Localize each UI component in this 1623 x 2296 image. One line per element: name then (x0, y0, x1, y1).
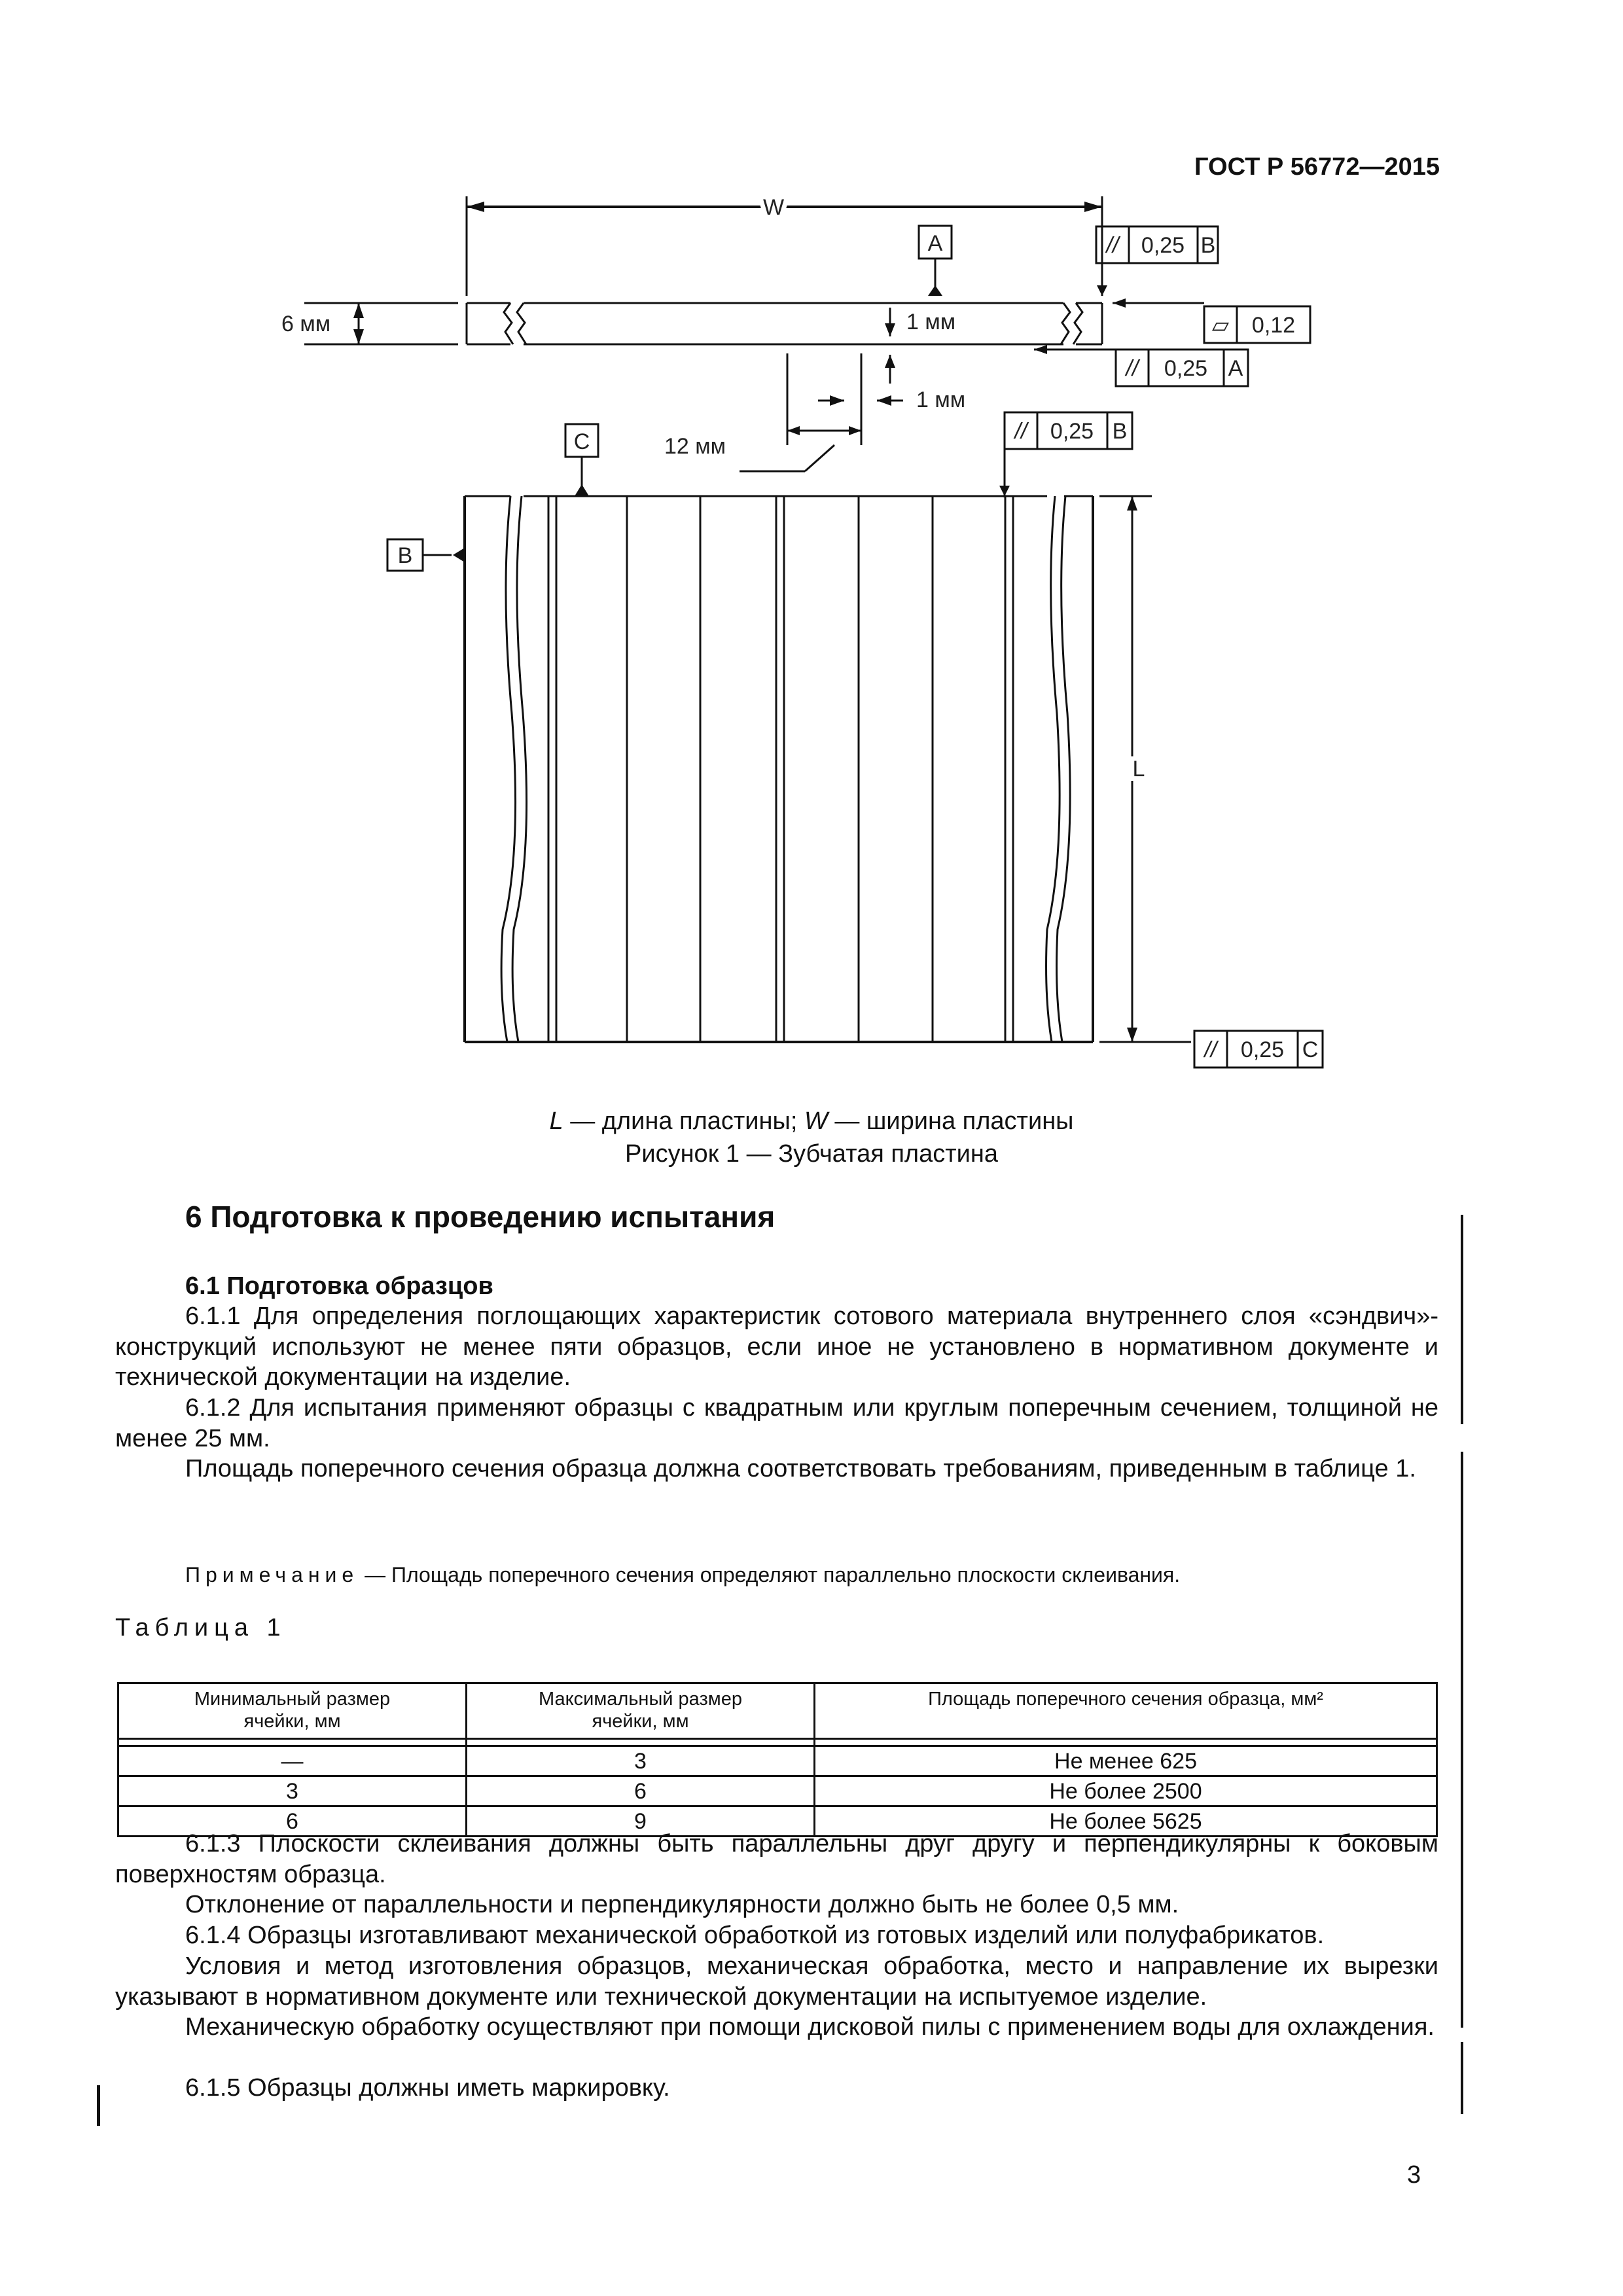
tolerance-parallel-symbol: // (1126, 356, 1139, 381)
page-number: 3 (1407, 2161, 1421, 2189)
table-cell: 6 (118, 1806, 467, 1837)
table-cell: 6 (467, 1776, 815, 1806)
paragraph-6-1-4-conditions: Условия и метод изготовления образцов, механическая обработка, место и направление их вырезки указывают в нормативном документе или технической документации на испытуемое изделие. (115, 1952, 1438, 2011)
tolerance-parallel-symbol: // (1014, 419, 1027, 444)
specimen-size-table (117, 1682, 1438, 1837)
note (185, 1563, 1180, 1587)
table-cell: Не более 2500 (815, 1776, 1437, 1806)
w-label: W (762, 195, 785, 220)
paragraph-6-1-3-deviation: Отклонение от параллельности и перпендикулярности должно быть не более 0,5 мм. (185, 1891, 1179, 1918)
table-header-row (118, 1683, 1437, 1739)
flatness-symbol: ▱ (1211, 313, 1230, 338)
document-standard-header: ГОСТ Р 56772—2015 (1194, 153, 1440, 181)
table-header-max-cell: Максимальный размер ячейки, мм (467, 1683, 815, 1739)
legend-w: W (804, 1107, 828, 1135)
tolerance-value: 0,25 (1141, 233, 1185, 258)
paragraph-6-1-4-machining: Механическую обработку осуществляют при помощи дисковой пилы с применением воды для охлаждения. (185, 2013, 1435, 2041)
tolerance-datum: A (1228, 356, 1243, 381)
tolerance-value: 0,25 (1240, 1037, 1285, 1062)
note-text: — Площадь поперечного сечения определяют параллельно плоскости склеивания. (359, 1563, 1181, 1587)
tolerance-datum: B (1200, 233, 1216, 258)
table-header-area: Площадь поперечного сечения образца, мм² (815, 1683, 1437, 1739)
change-bar (97, 2085, 100, 2126)
thickness-label: 6 мм (281, 312, 331, 336)
figure-caption: Рисунок 1 — Зубчатая пластина (625, 1140, 998, 1168)
paragraph-6-1-1: 6.1.1 Для определения поглощающих характеристик сотового материала внутреннего слоя «сэндвич»-конструкций используют не менее пяти образцов, если иное не установлено в нормативном документе и технической документации на изделие. (115, 1302, 1438, 1391)
tooth-width-label: 1 мм (916, 387, 966, 412)
table-cell: 3 (467, 1746, 815, 1776)
toothed-plate-figure (0, 0, 1623, 1086)
tolerance-parallel-symbol: // (1106, 233, 1119, 258)
table-cell: Не более 5625 (815, 1806, 1437, 1837)
table-row (118, 1776, 1437, 1806)
paragraph-6-1-2-area: Площадь поперечного сечения образца должна соответствовать требованиям, приведенным в таблице 1. (185, 1455, 1416, 1482)
note-label: Примечание (185, 1563, 359, 1587)
datum-a-label: A (927, 231, 943, 256)
datum-c-label: C (573, 429, 590, 454)
flatness-value: 0,12 (1251, 313, 1296, 338)
legend-w-text: — ширина пластины (827, 1107, 1074, 1135)
change-bar (1461, 2042, 1463, 2114)
tolerance-datum: B (1112, 419, 1128, 444)
tolerance-datum: C (1302, 1037, 1319, 1062)
tooth-depth-label: 1 мм (906, 310, 956, 334)
tolerance-value: 0,25 (1050, 419, 1094, 444)
table-row (118, 1746, 1437, 1776)
table-cell: — (118, 1746, 467, 1776)
paragraph-6-1-3: 6.1.3 Плоскости склеивания должны быть параллельны друг другу и перпендикулярны к боковым поверхностям образца. (115, 1830, 1438, 1888)
l-label: L (1132, 757, 1145, 781)
tolerance-value: 0,25 (1164, 356, 1208, 381)
table-cell: 3 (118, 1776, 467, 1806)
figure-legend (0, 1107, 1623, 1136)
paragraph-6-1-5: 6.1.5 Образцы должны иметь маркировку. (185, 2074, 670, 2102)
change-bar (1461, 1215, 1463, 1424)
legend-l-text: — длина пластины; (563, 1107, 804, 1135)
legend-l: L (549, 1107, 563, 1135)
tolerance-parallel-symbol: // (1204, 1037, 1217, 1062)
section-title: 6 Подготовка к проведению испытания (185, 1200, 776, 1234)
pitch-label: 12 мм (664, 434, 726, 459)
table-cell: 9 (467, 1806, 815, 1837)
subsection-title: 6.1 Подготовка образцов (185, 1272, 493, 1300)
paragraph-6-1-2: 6.1.2 Для испытания применяют образцы с квадратным или круглым поперечным сечением, толщиной не менее 25 мм. (115, 1394, 1438, 1452)
table-cell: Не менее 625 (815, 1746, 1437, 1776)
table-title: Таблица 1 (115, 1614, 287, 1641)
paragraph-6-1-4: 6.1.4 Образцы изготавливают механической обработкой из готовых изделий или полуфабрикатов. (185, 1922, 1325, 1949)
change-bar (1461, 1452, 1463, 2028)
table-header-min-cell: Минимальный размер ячейки, мм (118, 1683, 467, 1739)
datum-b-label: B (397, 543, 413, 568)
